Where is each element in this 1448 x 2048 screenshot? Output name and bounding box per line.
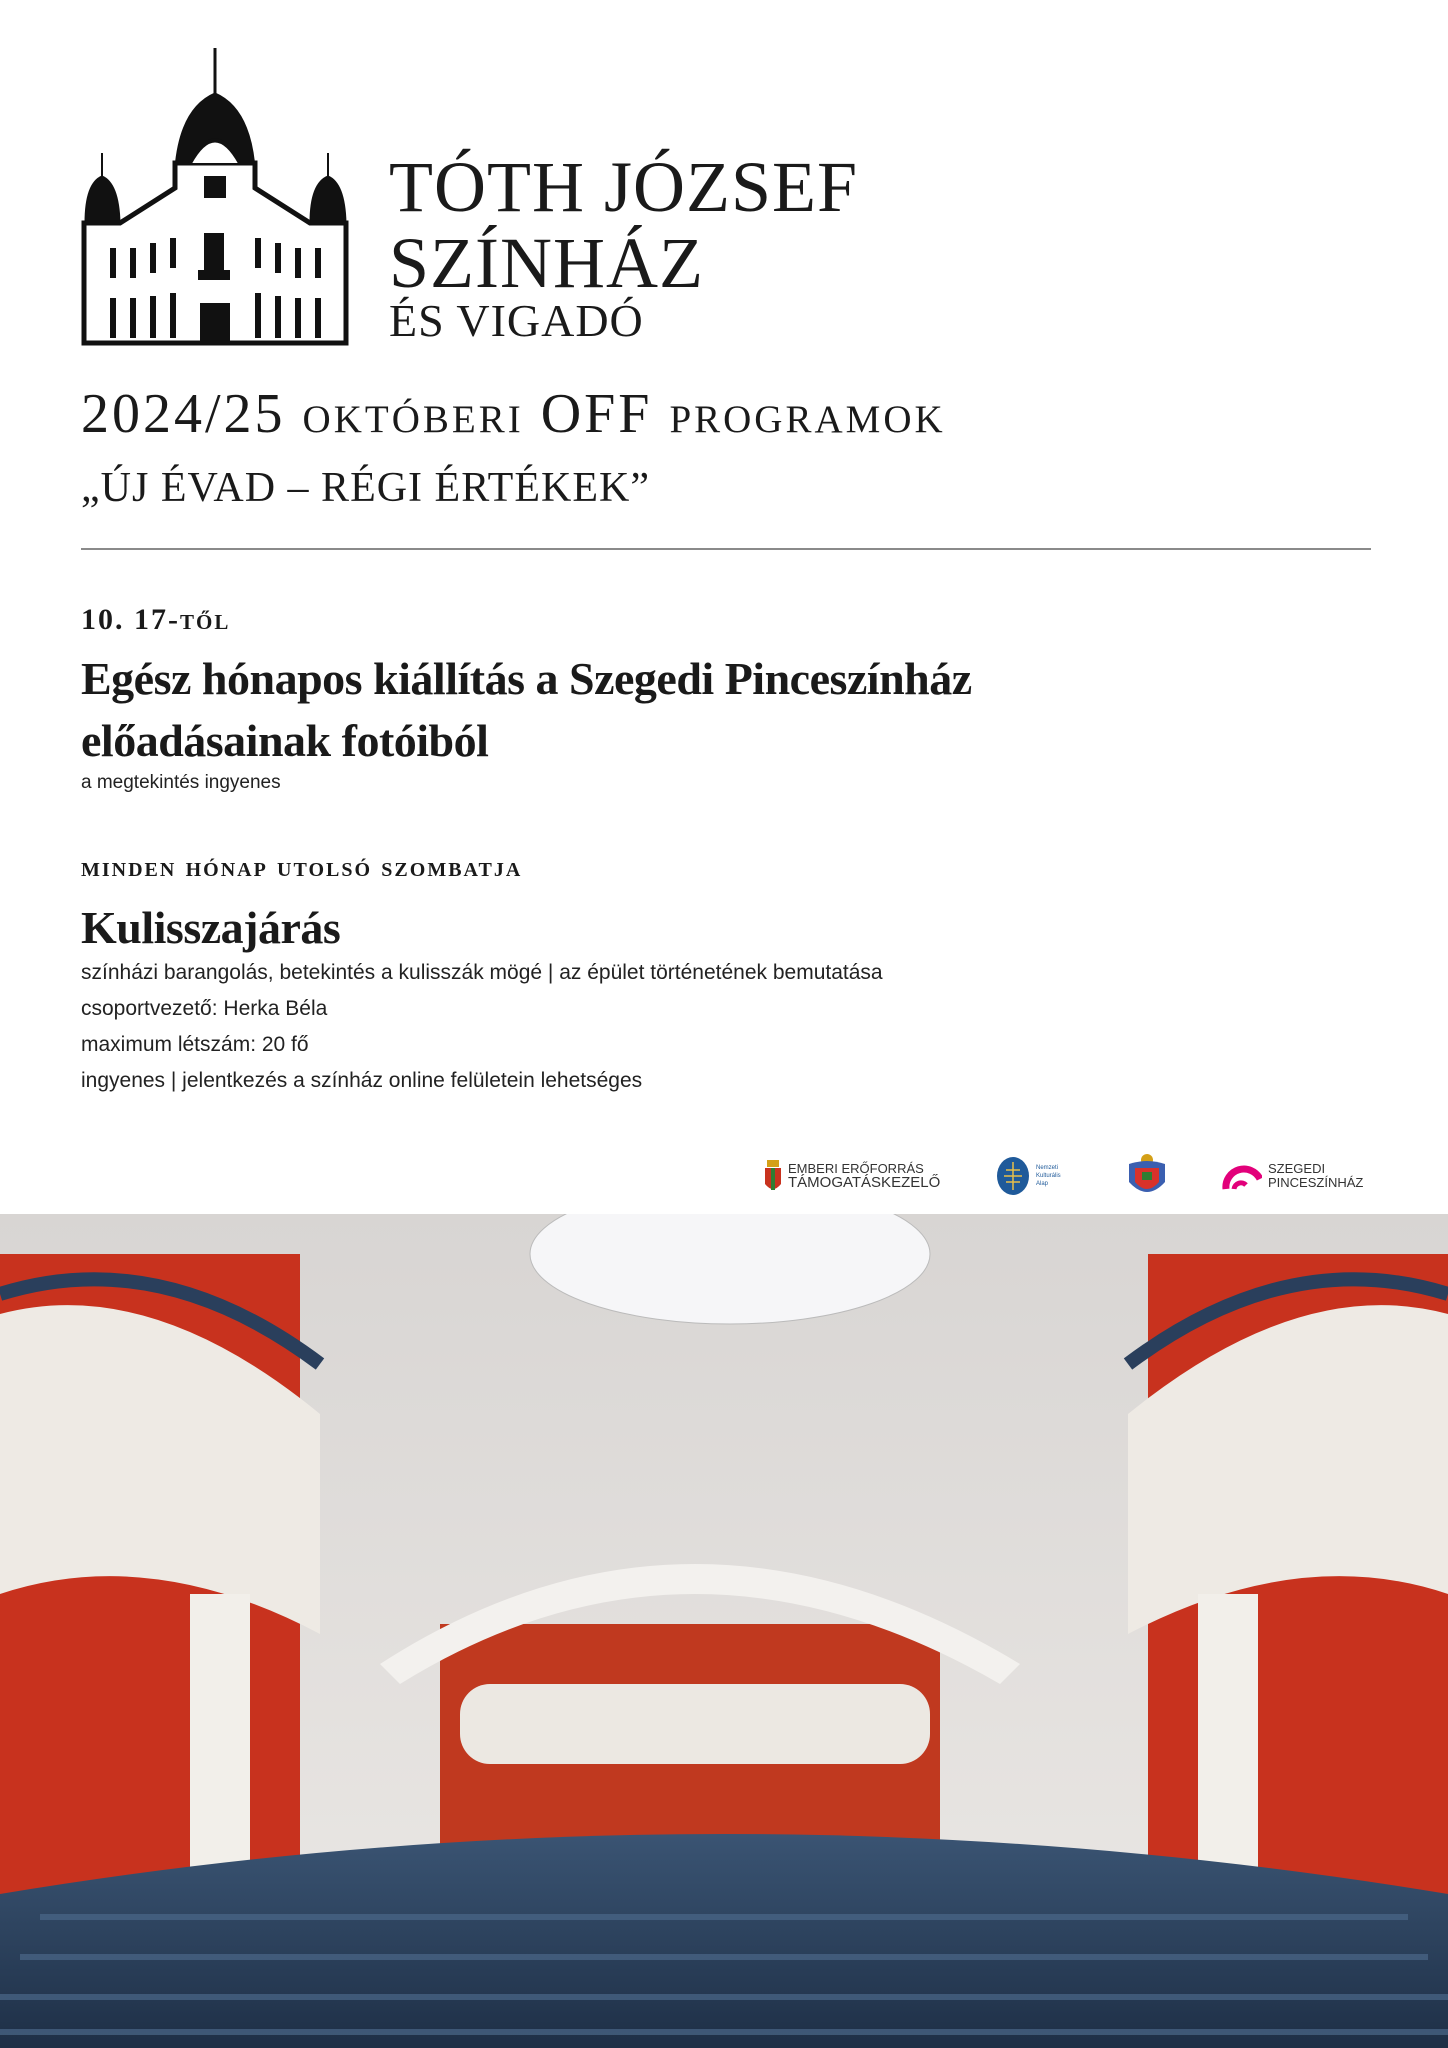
theater-auditorium-photo [0, 1214, 1448, 2048]
event-date: minden hónap utolsó szombatja [81, 851, 523, 883]
sponsor-pinceszinhaz [1222, 1155, 1363, 1197]
sponsor-text: TÁMOGATÁSKEZELŐ [788, 1174, 941, 1191]
event-title: Kulisszajárás [81, 902, 341, 953]
theater-name-line2: SZÍNHÁZ [389, 223, 704, 303]
szeged-coat-of-arms-icon [1125, 1152, 1169, 1200]
theater-name-line1: TÓTH JÓZSEF [389, 147, 859, 227]
pinceszinhaz-logo-icon [1222, 1161, 1262, 1191]
sponsor-text: PINCESZÍNHÁZ [1268, 1175, 1364, 1190]
sponsor-szeged [1125, 1155, 1169, 1197]
event-detail: maximum létszám: 20 fő [81, 1033, 309, 1056]
event-title: Egész hónapos kiállítás a Szegedi Pinceszínház előadásainak fotóiból [81, 653, 972, 766]
event-detail: ingyenes | jelentkezés a színház online felületein lehetséges [81, 1069, 643, 1092]
event-date: 10. 17-től [81, 603, 231, 636]
sponsor-text: Nemzeti [1036, 1165, 1059, 1171]
event-detail: színházi barangolás, betekintés a kulisszák mögé | az épület történetének bemutatása [81, 961, 883, 984]
sponsor-text: Alap [1036, 1181, 1049, 1187]
sponsor-text: Kulturális [1036, 1173, 1061, 1179]
sponsor-text: SZEGEDI [1268, 1161, 1326, 1176]
event-detail: a megtekintés ingyenes [81, 772, 281, 793]
theater-building-logo-icon [80, 48, 350, 352]
divider [81, 548, 1371, 550]
event-details [81, 955, 883, 1099]
event-detail: csoportvezető: Herka Béla [81, 997, 328, 1020]
program-title: 2024/25 októberi OFF programok [81, 383, 946, 445]
program-subtitle: „ÚJ ÉVAD – RÉGI ÉRTÉKEK” [81, 465, 650, 511]
hungarian-coat-of-arms-icon [764, 1158, 782, 1194]
theater-name-line3: ÉS VIGADÓ [389, 295, 644, 346]
sponsor-text: EMBERI ERŐFORRÁS [788, 1161, 924, 1176]
sponsor-emet [764, 1155, 940, 1197]
nka-logo-icon [996, 1156, 1030, 1196]
sponsor-nka [996, 1155, 1061, 1197]
